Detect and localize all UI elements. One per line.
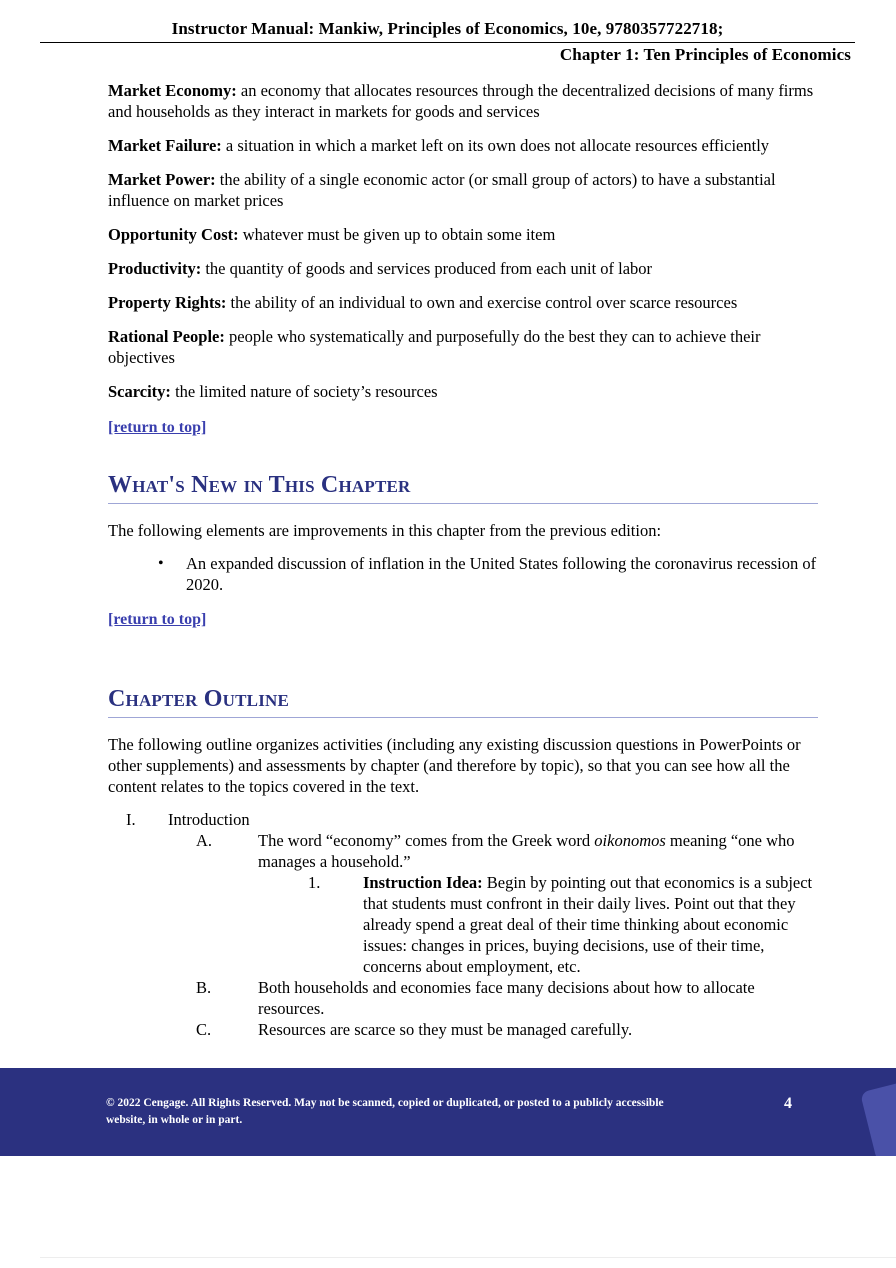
- section-chapter-outline: [108, 685, 818, 1040]
- glossary-entry: [108, 381, 818, 402]
- outline-item-level1: [108, 809, 818, 830]
- glossary-term: Rational People:: [108, 327, 225, 346]
- glossary-definition: people who systematically and purposefully do the best they can to achieve their objectives: [108, 327, 761, 367]
- footer-decoration-shape: [860, 1082, 896, 1156]
- outline-item-level2: [108, 1019, 818, 1040]
- footer-copyright-text: © 2022 Cengage. All Rights Reserved. May not be scanned, copied or duplicated, or posted to a publicly accessible website, in whole or in part.: [106, 1097, 664, 1126]
- section-heading-chapter-outline: Chapter Outline: [108, 686, 290, 712]
- outline-text-bold: Instruction Idea:: [363, 873, 483, 892]
- glossary-definition: whatever must be given up to obtain some item: [238, 225, 556, 244]
- glossary-list: [108, 80, 818, 402]
- glossary-entry: [108, 80, 818, 122]
- whats-new-bullet-list: [108, 553, 818, 595]
- chapter-outline-intro: The following outline organizes activities (including any existing discussion questions in PowerPoints or other supplements) and assessments by chapter (and therefore by topic), so that you can see how all the content relates to the topics covered in the text.: [108, 735, 801, 796]
- return-to-top-link[interactable]: [return to top]: [108, 611, 207, 628]
- outline-text-italic: oikonomos: [594, 831, 666, 850]
- list-item: • An expanded discussion of inflation in the United States following the coronavirus recession of 2020.: [158, 553, 818, 595]
- outline-marker: A.: [196, 831, 213, 850]
- page-separator-line: [40, 1257, 896, 1258]
- glossary-term: Opportunity Cost:: [108, 225, 239, 244]
- outline-text: [258, 830, 818, 872]
- glossary-definition: the limited nature of society’s resources: [170, 382, 438, 401]
- outline-marker: C.: [196, 1020, 212, 1039]
- glossary-entry: [108, 326, 818, 368]
- outline-marker: 1.: [308, 873, 321, 892]
- glossary-term: Productivity:: [108, 259, 202, 278]
- header-title-block: [40, 16, 855, 68]
- glossary-term: Market Power:: [108, 170, 216, 189]
- outline-marker: B.: [196, 978, 212, 997]
- glossary-entry: [108, 224, 818, 245]
- outline-item-level3: [108, 872, 818, 977]
- glossary-entry: [108, 169, 818, 211]
- section-whats-new: [108, 471, 818, 629]
- glossary-definition: the quantity of goods and services produced from each unit of labor: [201, 259, 653, 278]
- outline-item-level2: [108, 977, 818, 1019]
- outline-text: Resources are scarce so they must be managed carefully.: [258, 1020, 633, 1039]
- outline-text: Both households and economies face many decisions about how to allocate resources.: [258, 978, 755, 1018]
- glossary-definition: the ability of an individual to own and exercise control over scarce resources: [226, 293, 738, 312]
- header-title-line-2: Chapter 1: Ten Principles of Economics: [559, 45, 851, 64]
- glossary-definition: the ability of a single economic actor (or small group of actors) to have a substantial influence on market prices: [108, 170, 776, 210]
- glossary-entry: [108, 258, 818, 279]
- page-footer: [0, 1068, 896, 1156]
- chapter-outline-list: [108, 809, 818, 1040]
- outline-marker: I.: [126, 810, 136, 829]
- outline-text: [363, 872, 818, 977]
- glossary-term: Scarcity:: [108, 382, 171, 401]
- outline-text-pre: The word “economy” comes from the Greek word: [258, 831, 595, 850]
- footer-page-number: 4: [784, 1095, 792, 1112]
- page-header: [0, 0, 896, 72]
- outline-text: Introduction: [168, 810, 250, 829]
- header-title-line-1: Instructor Manual: Mankiw, Principles of Economics, 10e, 9780357722718;: [171, 19, 724, 38]
- section-heading-rule: [108, 717, 818, 718]
- glossary-term: Market Failure:: [108, 136, 222, 155]
- whats-new-intro: The following elements are improvements in this chapter from the previous edition:: [108, 521, 662, 540]
- section-heading-whats-new: What's New in This Chapter: [108, 472, 411, 498]
- outline-text-post: meaning “one who manages a household.”: [258, 831, 795, 871]
- glossary-definition: a situation in which a market left on its own does not allocate resources efficiently: [221, 136, 770, 155]
- glossary-term: Property Rights:: [108, 293, 227, 312]
- outline-item-level2: [108, 830, 818, 872]
- section-heading-rule: [108, 503, 818, 504]
- return-to-top-link[interactable]: [return to top]: [108, 419, 207, 436]
- glossary-definition: an economy that allocates resources through the decentralized decisions of many firms and households as they interact in markets for goods and services: [108, 81, 814, 121]
- glossary-term: Market Economy:: [108, 81, 237, 100]
- glossary-entry: [108, 135, 818, 156]
- page-content: [108, 80, 818, 1040]
- outline-text-post: Begin by pointing out that economics is a subject that students must confront in their daily lives. Point out that they already spend a great deal of their time thinking about economic issues: changes in prices, buying decisions, use of their time, concerns about employment, etc.: [363, 873, 813, 976]
- glossary-entry: [108, 292, 818, 313]
